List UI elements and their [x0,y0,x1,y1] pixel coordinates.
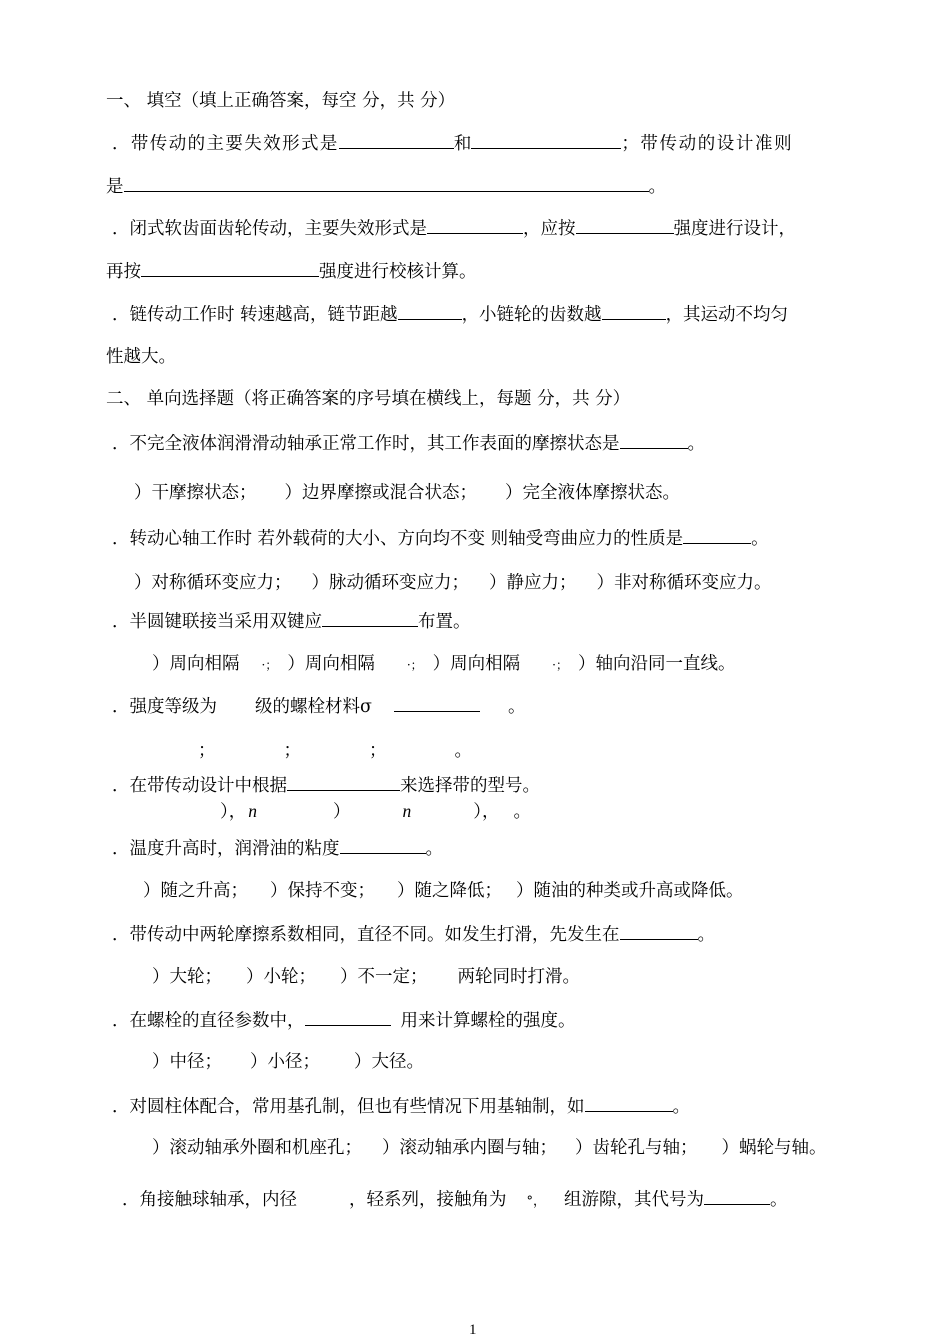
s2-q6-option-b[interactable]: ）保持不变； [270,881,375,901]
s2-q8-stem-line [112,1008,576,1033]
s2-q4-stem-line [112,694,525,719]
s1-q3-lead: ．链传动工作时 转速越高，链节距越 [112,305,398,325]
s2-q4-stem: ．强度等级为 [112,697,217,717]
s1-q1-line2-lead: 是 [106,177,124,197]
s2-q6-option-c[interactable]: ）随之降低； [397,881,502,901]
s1-q3-line1 [112,302,788,327]
s1-q1-blank-2[interactable] [471,131,621,149]
section2-heading: 二、 单向选择题（将正确答案的序号填在横线上，每题 分，共 分） [106,389,631,409]
s2-q3-blank[interactable] [322,609,418,627]
s1-q3-line2: 性越大。 [106,347,176,367]
s2-q8-option-b[interactable]: ）小径； [250,1052,320,1072]
s1-q1-lead: ．带传动的主要失效形式是 [112,134,339,154]
s1-q1-blank-1[interactable] [339,131,454,149]
s2-q4-option-a[interactable]: ； [198,741,216,761]
s2-q6-stem-line [112,836,443,861]
s1-q1-blank-3[interactable] [124,174,649,192]
s2-q4-mid: 级的螺栓材料σ [255,697,372,717]
s2-q9-options [152,1136,827,1160]
s2-q9-stem: ．对圆柱体配合，常用基孔制，但也有些情况下用基轴制，如 [112,1097,585,1117]
s1-q1-and: 和 [453,134,472,154]
s2-q4-blank[interactable] [394,694,480,712]
s2-q5-option-b[interactable]: ） [333,802,351,822]
s2-q5-option-a[interactable]: ）， [220,802,247,822]
s2-q3-option-a-end: ·； [261,658,278,672]
s2-q2-stem-line [112,526,769,551]
s2-q1-option-a[interactable]: ）干摩擦状态； [134,483,257,503]
s2-q3-option-b-end: ·； [406,658,423,672]
s1-q2-line2-tail: 强度进行校核计算。 [319,262,477,282]
s2-q5-end: 来选择带的型号。 [400,776,540,796]
s1-q1-line2-end: 。 [648,177,666,197]
s1-q3-blank-1[interactable] [398,302,462,320]
s2-q2-stem: ．转动心轴工作时 若外载荷的大小、方向均不变 则轴受弯曲应力的性质是 [112,529,684,549]
s2-q10-end: 。 [770,1190,788,1210]
s2-q1-option-c[interactable]: ）完全液体摩擦状态。 [505,483,680,503]
s2-q5-option-d[interactable]: 。 [513,802,531,822]
s2-q6-option-d[interactable]: ）随油的种类或升高或降低。 [516,881,744,901]
s2-q5-option-a-n: n [248,801,257,821]
section1-heading: 一、 填空（填上正确答案，每空 分，共 分） [106,91,456,111]
s2-q10-mid2: °， [526,1194,547,1209]
s2-q10-stem: ．角接触球轴承，内径 [122,1190,297,1210]
s2-q3-option-c[interactable]: ）周向相隔 [432,654,521,674]
s2-q5-stem: ．在带传动设计中根据 [112,776,287,796]
s1-q1-tail: ；带传动的设计准则 [621,134,794,154]
s2-q5-stem-line [112,773,540,798]
s2-q1-option-b[interactable]: ）边界摩擦或混合状态； [284,483,477,503]
s2-q7-stem-line [112,922,715,947]
s2-q7-options [152,965,580,989]
s2-q9-option-c[interactable]: ）齿轮孔与轴； [575,1138,698,1158]
s2-q9-end: 。 [672,1097,690,1117]
s2-q10-mid1: ，轻系列，接触角为 [349,1190,507,1210]
s2-q4-option-c[interactable]: ； [369,741,387,761]
s2-q8-stem: ．在螺栓的直径参数中， [112,1011,305,1031]
s2-q1-stem: ．不完全液体润滑滑动轴承正常工作时，其工作表面的摩擦状态是 [112,434,620,454]
s2-q5-option-b-n: n [402,801,412,821]
s2-q6-options [143,879,744,903]
s2-q8-blank[interactable] [305,1008,391,1026]
s2-q10-mid3: 组游隙，其代号为 [564,1190,705,1210]
s2-q2-option-a[interactable]: ）对称循环变应力； [134,573,292,593]
s1-q2-mid: ，应按 [523,219,576,239]
s2-q8-options [152,1050,424,1074]
s2-q3-option-b[interactable]: ）周向相隔 [287,654,375,674]
s1-q2-lead: ．闭式软齿面齿轮传动，主要失效形式是 [112,219,427,239]
s2-q1-blank[interactable] [620,431,688,449]
s2-q3-option-d[interactable]: ）轴向沿同一直线。 [577,654,736,674]
s2-q3-end: 布置。 [418,612,471,632]
s2-q8-option-a[interactable]: ）中径； [152,1052,222,1072]
s2-q9-option-b[interactable]: ）滚动轴承内圈与轴； [382,1138,557,1158]
s1-q2-line1 [112,216,796,241]
s2-q3-option-a[interactable]: ）周向相隔 [152,654,240,674]
s1-q3-blank-2[interactable] [602,302,666,320]
s2-q10-blank[interactable] [704,1187,770,1205]
s2-q6-blank[interactable] [340,836,426,854]
s1-q2-blank-3[interactable] [141,259,319,277]
s2-q3-options [152,652,735,677]
s2-q8-end: 用来计算螺栓的强度。 [400,1011,576,1031]
s1-q3-tail: ，其运动不均匀 [665,305,789,325]
s1-q1-line1 [112,131,793,156]
s2-q2-options [134,571,772,595]
s2-q2-option-b[interactable]: ）脉动循环变应力； [311,573,469,593]
s2-q5-blank[interactable] [287,773,400,791]
s2-q3-stem: ．半圆键联接当采用双键应 [112,612,322,632]
s1-q2-blank-1[interactable] [427,216,523,234]
s2-q5-options [220,799,531,824]
s2-q6-end: 。 [425,839,443,859]
s1-q2-line2 [106,259,477,284]
page-number: 1 [469,1322,477,1338]
s2-q7-option-b[interactable]: ）小轮； [246,967,316,987]
s2-q7-end: 。 [697,925,715,945]
s2-q9-option-d[interactable]: ）蜗轮与轴。 [721,1138,827,1158]
s2-q4-option-d[interactable]: 。 [454,741,472,761]
s2-q4-options [198,739,472,763]
s2-q2-option-c[interactable]: ）静应力； [489,573,577,593]
s2-q3-stem-line [112,609,471,634]
s2-q7-option-d[interactable]: 两轮同时打滑。 [457,967,580,987]
s2-q8-option-c[interactable]: ）大径。 [354,1052,424,1072]
s2-q9-stem-line [112,1094,690,1119]
s2-q1-options [134,481,680,505]
s2-q4-option-b[interactable]: ； [283,741,301,761]
s2-q2-option-d[interactable]: ）非对称循环变应力。 [596,573,772,593]
s1-q1-line2 [106,174,666,199]
s2-q1-end: 。 [687,434,705,454]
s2-q5-option-c[interactable]: ）， [473,802,500,822]
s1-q2-blank-2[interactable] [576,216,674,234]
s2-q7-stem: ．带传动中两轮摩擦系数相同，直径不同。如发生打滑，先发生在 [112,925,620,945]
s1-q3-mid: ，小链轮的齿数越 [461,305,602,325]
s2-q2-end: 。 [751,529,769,549]
s2-q2-blank[interactable] [683,526,751,544]
s1-q2-tail: 强度进行设计， [673,219,796,239]
s2-q9-option-a[interactable]: ）滚动轴承外圈和机座孔； [152,1138,362,1158]
s2-q7-option-c[interactable]: ）不一定； [340,967,428,987]
s1-q2-line2-lead: 再按 [106,262,141,282]
s2-q1-stem-line [112,431,705,456]
s2-q6-option-a[interactable]: ）随之升高； [143,881,248,901]
s2-q4-end: 。 [507,697,526,717]
s2-q6-stem: ．温度升高时，润滑油的粘度 [112,839,340,859]
s2-q7-blank[interactable] [620,922,698,940]
s2-q9-blank[interactable] [585,1094,673,1112]
s2-q3-option-c-end: ·； [552,658,568,672]
s2-q7-option-a[interactable]: ）大轮； [152,967,222,987]
s2-q10-stem-line [122,1187,788,1214]
